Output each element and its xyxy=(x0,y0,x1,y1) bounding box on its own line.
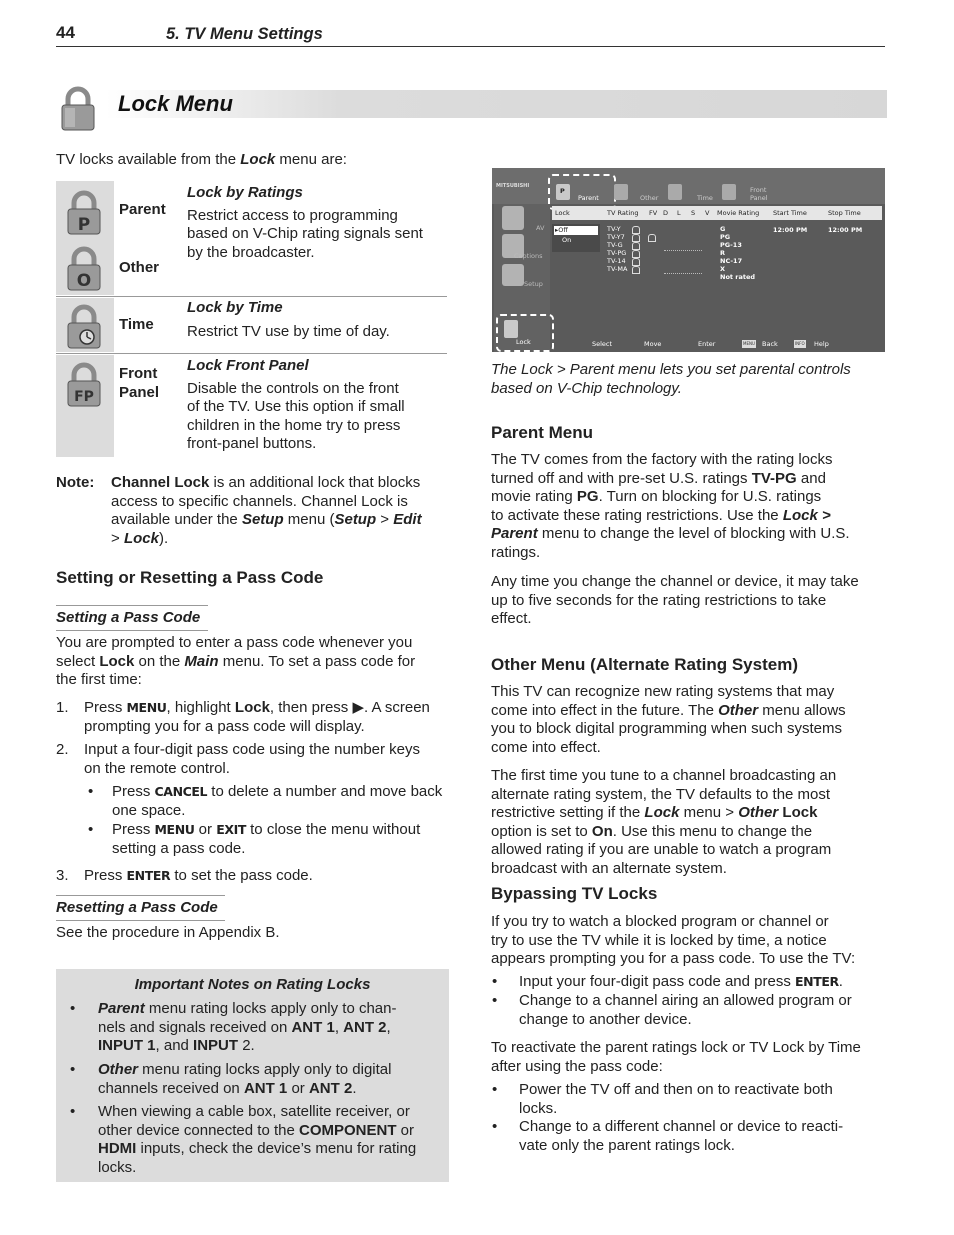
step-number: 1. xyxy=(56,699,69,716)
step-number: 3. xyxy=(56,867,69,884)
note-other: Other menu rating locks apply only to digital channels received on ANT 1 or ANT 2. xyxy=(98,1061,392,1097)
stop-time-value: 12:00 PM xyxy=(828,226,863,234)
header-rule xyxy=(56,46,885,47)
note-parent: Parent menu rating locks apply only to chan- nels and signals received on ANT 1, ANT 2, INPUT 1, and INPUT 2. xyxy=(98,1000,397,1055)
step-3: Press ENTER to set the pass code. xyxy=(84,867,313,884)
reactivate-text: To reactivate the parent ratings lock or TV Lock by Time after using the pass code: xyxy=(491,1039,861,1075)
padlock-clock-icon xyxy=(668,184,682,200)
movie-ratings-list: G PG PG-13 R NC-17 X Not rated xyxy=(720,225,756,281)
parent-menu-heading: Parent Menu xyxy=(491,423,594,442)
padlock-o-icon xyxy=(64,246,104,298)
padlock-fp-icon xyxy=(64,362,104,414)
step-1: Press MENU, highlight Lock, then press ▶. A screen prompting you for a pass code will display. xyxy=(84,699,430,735)
svg-text:P: P xyxy=(77,215,91,235)
col-header: Movie Rating xyxy=(717,209,760,217)
page-title: Lock Menu xyxy=(118,91,233,116)
page-number: 44 xyxy=(56,23,75,42)
parent-menu-text-2: Any time you change the channel or device, it may take up to five seconds for the rating restrictions to take effect. xyxy=(491,573,859,628)
side-captions[interactable]: Captions xyxy=(514,252,543,260)
intro-text: TV locks available from the Lock menu are: xyxy=(56,151,347,168)
col-header: Lock xyxy=(555,209,570,217)
side-lock[interactable]: Lock xyxy=(516,338,531,346)
lock-label-parent: Parent xyxy=(119,201,166,218)
tab-other[interactable]: Other xyxy=(640,194,659,202)
col-header: Stop Time xyxy=(828,209,861,217)
setting-passcode-subheading: Setting a Pass Code xyxy=(56,605,208,631)
col-header: S xyxy=(691,209,696,217)
start-time-value: 12:00 PM xyxy=(773,226,808,234)
tab-time[interactable]: Time xyxy=(697,194,713,202)
tab-front-panel[interactable]: Front Panel xyxy=(750,186,768,202)
unlock-icons-grid xyxy=(664,250,702,274)
bullet: • xyxy=(70,1103,76,1120)
step-2-bullet-menu: Press MENU or EXIT to close the menu without setting a pass code. xyxy=(112,821,421,857)
passcode-heading: Setting or Resetting a Pass Code xyxy=(56,568,324,587)
bullet: • xyxy=(70,1061,76,1078)
svg-text:FP: FP xyxy=(74,389,94,405)
lock-label-other: Other xyxy=(119,259,160,276)
col-header: D xyxy=(663,209,669,217)
other-menu-heading: Other Menu (Alternate Rating System) xyxy=(491,655,798,674)
bullet: • xyxy=(492,973,498,990)
tv-ratings-list: TV-Y TV-Y7 TV-G TV-PG TV-14 TV-MA xyxy=(607,225,628,273)
side-av[interactable]: AV xyxy=(536,224,545,232)
step-2-bullet-cancel: Press CANCEL to delete a number and move back one space. xyxy=(112,783,443,819)
lock-label-time: Time xyxy=(119,316,154,333)
setup-icon xyxy=(502,264,524,286)
bypass-bullet-enter: Input your four-digit pass code and press ENTER. xyxy=(519,973,843,990)
unlock-icon xyxy=(648,234,656,242)
section-title: 5. TV Menu Settings xyxy=(166,25,323,43)
unlock-icon xyxy=(632,234,640,242)
bullet: • xyxy=(70,1000,76,1017)
svg-text:O: O xyxy=(76,271,92,291)
unlock-icon xyxy=(632,266,640,274)
reactivate-bullet-power: Power the TV off and then on to reactivate both locks. xyxy=(519,1081,833,1117)
unlock-icon xyxy=(632,250,640,258)
resetting-passcode-subheading: Resetting a Pass Code xyxy=(56,895,225,921)
option-off[interactable]: ▸Off xyxy=(555,226,568,234)
bullet: • xyxy=(88,783,94,800)
other-menu-text: This TV can recognize new rating systems that may come into effect in the future. The Other menu allows you to block digital programming when such systems come into effect. xyxy=(491,683,846,756)
passcode-intro: You are prompted to enter a pass code whenever you select Lock on the Main menu. To set a pass code for the first time: xyxy=(56,634,416,689)
col-header: V xyxy=(705,209,710,217)
unlock-icon xyxy=(632,258,640,266)
lock-desc-ratings: Lock by Ratings Restrict access to programming based on V-Chip rating signals sent by the broadcaster. xyxy=(187,184,423,261)
notes-title: Important Notes on Rating Locks xyxy=(134,976,371,993)
side-setup[interactable]: Setup xyxy=(524,280,543,288)
bullet: • xyxy=(492,1118,498,1135)
col-header: FV xyxy=(649,209,658,217)
padlock-icon xyxy=(58,86,98,138)
step-number: 2. xyxy=(56,741,69,758)
padlock-o-icon xyxy=(614,184,628,200)
option-on[interactable]: On xyxy=(562,236,572,244)
padlock-p-icon xyxy=(64,190,104,242)
col-header: Start Time xyxy=(773,209,807,217)
note-component: When viewing a cable box, satellite receiver, or other device connected to the COMPONENT or HDMI inputs, check the device’s menu for rating locks. xyxy=(98,1103,417,1176)
screenshot-caption: The Lock > Parent menu lets you set parental controls based on V-Chip technology. xyxy=(491,361,851,397)
bypass-text: If you try to watch a blocked program or channel or try to use the TV while it is locked by time, a notice appears prompting you for a pass code. To use the TV: xyxy=(491,913,856,968)
table-divider xyxy=(56,296,447,297)
lock-menu-screenshot: MITSUBISHI P Parent Other Time Front Panel AV Captions Setup Lock Lock TV Rating FV D L S V Movie Rating Start Time Stop Time ▸Off On TV-Y TV-Y7 TV-G TV-PG TV-14 TV-MA G PG PG-13 R NC-17 X Not rated 12:00 PM 12:00 PM Select Move Enter MENU Back INFO Help xyxy=(492,168,885,352)
table-divider xyxy=(56,353,447,354)
step-2: Input a four-digit pass code using the number keys on the remote control. xyxy=(84,741,421,777)
tab-parent[interactable]: Parent xyxy=(578,194,599,202)
reactivate-bullet-channel: Change to a different channel or device to reacti- vate only the parent ratings lock. xyxy=(519,1118,844,1154)
bullet: • xyxy=(88,821,94,838)
bullet: • xyxy=(492,992,498,1009)
padlock-fp-icon xyxy=(722,184,736,200)
reset-text: See the procedure in Appendix B. xyxy=(56,924,280,941)
bypass-bullet-channel: Change to a channel airing an allowed program or change to another device. xyxy=(519,992,852,1028)
lock-desc-front-panel: Lock Front Panel Disable the controls on the front of the TV. Use this option if small children in the home try to press front-panel buttons. xyxy=(187,357,405,453)
padlock-icon xyxy=(504,320,518,338)
bypass-heading: Bypassing TV Locks xyxy=(491,884,658,903)
lock-label-front-panel: Front Panel xyxy=(119,365,160,401)
note-text: Channel Lock is an additional lock that blocks access to specific channels. Channel Lock is available under the Setup menu (Setup > Edit > Lock). xyxy=(111,474,422,547)
unlock-icon xyxy=(632,226,640,234)
brand-logo: MITSUBISHI xyxy=(496,183,530,189)
col-header: L xyxy=(677,209,681,217)
bullet: • xyxy=(492,1081,498,1098)
av-icon xyxy=(502,206,524,230)
note-label: Note: xyxy=(56,474,95,491)
padlock-clock-icon xyxy=(64,304,104,356)
other-menu-text-2: The first time you tune to a channel broadcasting an alternate rating system, the TV defaults to the most restrictive setting if the Lock menu > Other Lock option is set to On. Use this menu to change the allowed rating if you are unable to watch a program broadcast with an alternate system. xyxy=(491,767,837,877)
col-header: TV Rating xyxy=(607,209,639,217)
parent-menu-text: The TV comes from the factory with the rating locks turned off and with pre-set U.S. ratings TV-PG and movie rating PG. Turn on blocking for U.S. ratings to activate these rating restrictions. Use the Lock > Parent menu to change the level of blocking with U.S. ratings. xyxy=(491,451,850,561)
unlock-icon xyxy=(632,242,640,250)
screenshot-footer: Select Move Enter MENU Back INFO Help xyxy=(592,340,829,348)
lock-desc-time: Lock by Time Restrict TV use by time of day. xyxy=(187,299,390,340)
